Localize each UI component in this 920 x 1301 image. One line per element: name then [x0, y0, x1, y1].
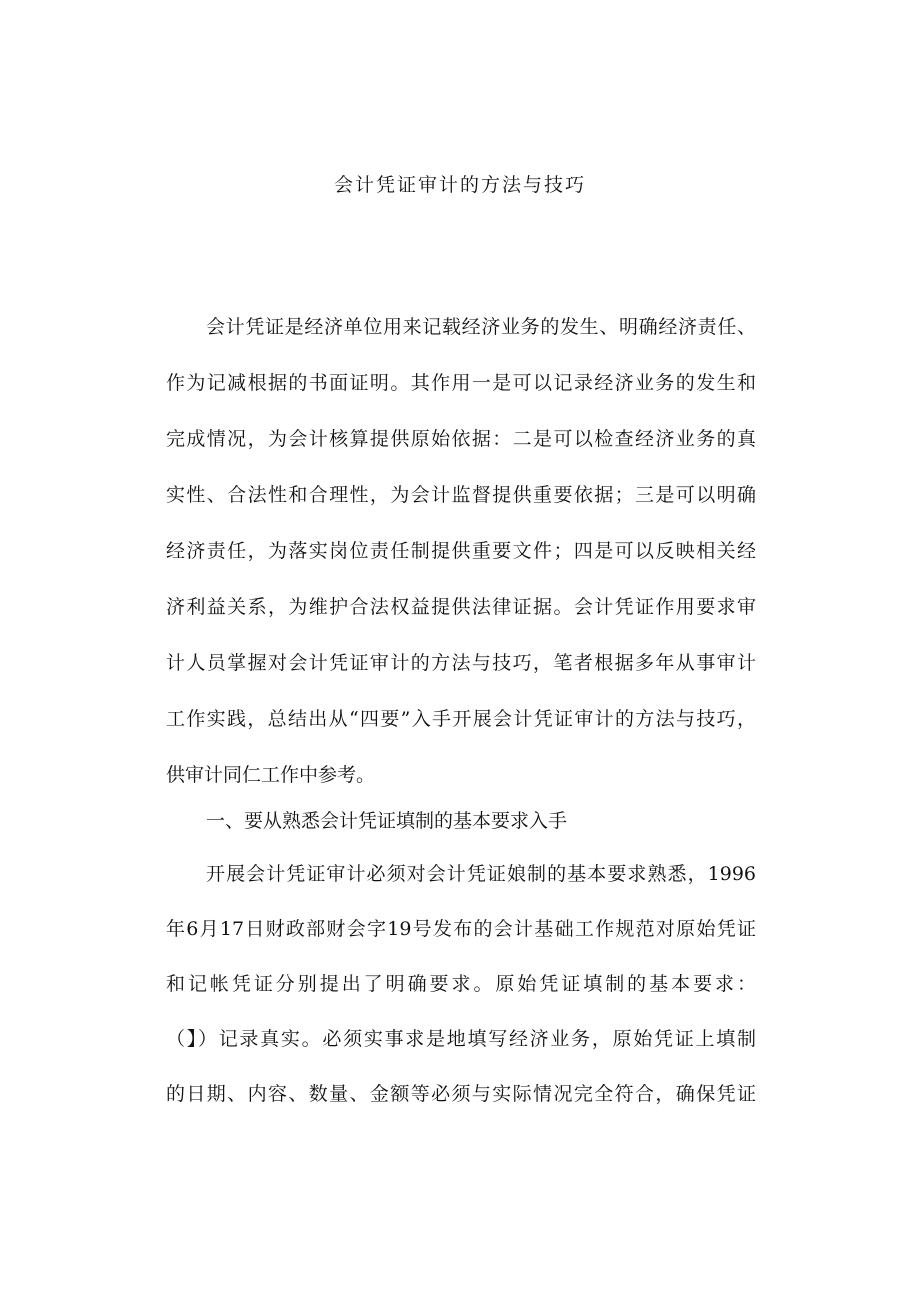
paragraph-line: 实性、合法性和合理性，为会计监督提供重要依据；三是可以明确 [166, 484, 756, 506]
document-title: 会计凭证审计的方法与技巧 [333, 174, 586, 196]
paragraph-line: 工作实践，总结出从“四要”入手开展会计凭证审计的方法与技巧， [166, 708, 756, 730]
paragraph-line: 计人员掌握对会计凭证审计的方法与技巧，笔者根据多年从事审计 [166, 652, 756, 674]
section-heading: 一、要从熟悉会计凭证填制的基本要求入手 [206, 810, 568, 832]
paragraph-line: （】）记录真实。必须实事求是地填写经济业务，原始凭证上填制 [166, 1028, 756, 1050]
paragraph-line: 和记帐凭证分别提出了明确要求。原始凭证填制的基本要求： [166, 973, 756, 995]
paragraph-line: 的日期、内容、数量、金额等必须与实际情况完全符合，确保凭证 [166, 1083, 756, 1105]
paragraph-line: 作为记减根据的书面证明。其作用一是可以记录经济业务的发生和 [166, 372, 756, 394]
paragraph-line: 经济责任，为落实岗位责任制提供重要文件；四是可以反映相关经 [166, 540, 756, 562]
paragraph-line: 济利益关系，为维护合法权益提供法律证据。会计凭证作用要求审 [166, 596, 756, 618]
paragraph-line: 开展会计凭证审计必须对会计凭证娘制的基本要求熟悉，1996 [206, 863, 756, 885]
paragraph-line: 完成情况，为会计核算提供原始依据：二是可以检查经济业务的真 [166, 428, 756, 450]
paragraph-line: 年6月17日财政部财会字19号发布的会计基础工作规范对原始凭证 [166, 918, 756, 940]
paragraph-line: 供审计同仁工作中参考。 [166, 764, 376, 786]
paragraph-line: 会计凭证是经济单位用来记载经济业务的发生、明确经济责任、 [206, 316, 756, 338]
